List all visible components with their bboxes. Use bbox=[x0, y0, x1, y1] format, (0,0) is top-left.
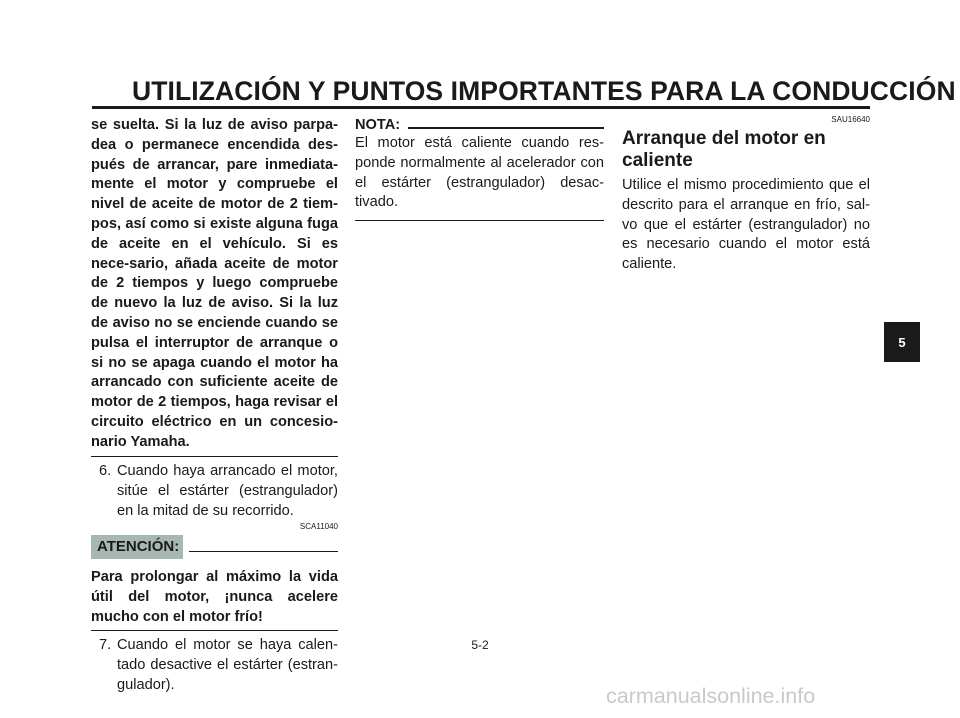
note-heading bbox=[355, 116, 604, 134]
page-number: 5-2 bbox=[471, 638, 489, 652]
caution-heading bbox=[91, 535, 338, 559]
step-6-text: Cuando haya arrancado el motor, sitúe el estárter (estrangulador) en la mitad de su recorrido. bbox=[117, 463, 338, 519]
section-text: Utilice el mismo procedimiento que el descrito para el arranque en frío, sal-vo que el estárter (estrangulador) no es necesario cuando el motor está caliente. bbox=[622, 177, 870, 273]
page-header-title: UTILIZACIÓN Y PUNTOS IMPORTANTES PARA LA CONDUCCIÓN bbox=[132, 76, 956, 106]
caution-label: ATENCIÓN: bbox=[91, 535, 183, 559]
watermark-text: carmanualsonline.info bbox=[606, 684, 816, 708]
column-middle bbox=[355, 116, 604, 221]
warning-continuation-text: se suelta. Si la luz de aviso parpa-dea o permanece encendida des-pués de arrancar, pare inmediata-mente el motor y compruebe el nivel de aceite de motor de 2 tiem-pos, así como si existe alguna fuga de aceite en el vehículo. Si es nece-sario, añada aceite de motor de 2 tiempos y luego compruebe de nuevo la luz de aviso. Si la luz de aviso no se enciende cuando se pulsa el interruptor de arranque o si no se apaga cuando el motor ha arrancado con suficiente aceite de motor de 2 tiempos, haga revisar el circuito eléctrico en un concesio-nario Yamaha. bbox=[91, 117, 338, 450]
section-code: SAU16640 bbox=[831, 115, 870, 124]
note-text: El motor está caliente cuando res-ponde normalmente al acelerador con el estárter (estrangulador) desac-tivado. bbox=[355, 135, 604, 211]
column-left bbox=[91, 116, 338, 696]
caution-end-rule bbox=[91, 630, 338, 632]
step-6 bbox=[91, 462, 338, 521]
note-heading-rule bbox=[408, 127, 604, 128]
note-label: NOTA: bbox=[355, 117, 401, 133]
caution-heading-rule bbox=[189, 551, 338, 553]
step-7-number: 7. bbox=[99, 637, 112, 654]
step-7-text: Cuando el motor se haya calen-tado desactive el estárter (estran-gulador). bbox=[117, 637, 338, 693]
chapter-tab: 5 bbox=[884, 322, 920, 362]
note-end-rule bbox=[355, 220, 604, 221]
column-right bbox=[622, 116, 870, 275]
caution-text: Para prolongar al máximo la vida útil del motor, ¡nunca acelere mucho con el motor frío! bbox=[91, 568, 338, 625]
header-rule bbox=[92, 106, 870, 109]
step-6-number: 6. bbox=[99, 463, 112, 480]
warning-end-rule bbox=[91, 456, 338, 458]
section-title: Arranque del motor en caliente bbox=[622, 128, 826, 171]
step-7 bbox=[91, 636, 338, 695]
caution-code: SCA11040 bbox=[299, 521, 338, 531]
